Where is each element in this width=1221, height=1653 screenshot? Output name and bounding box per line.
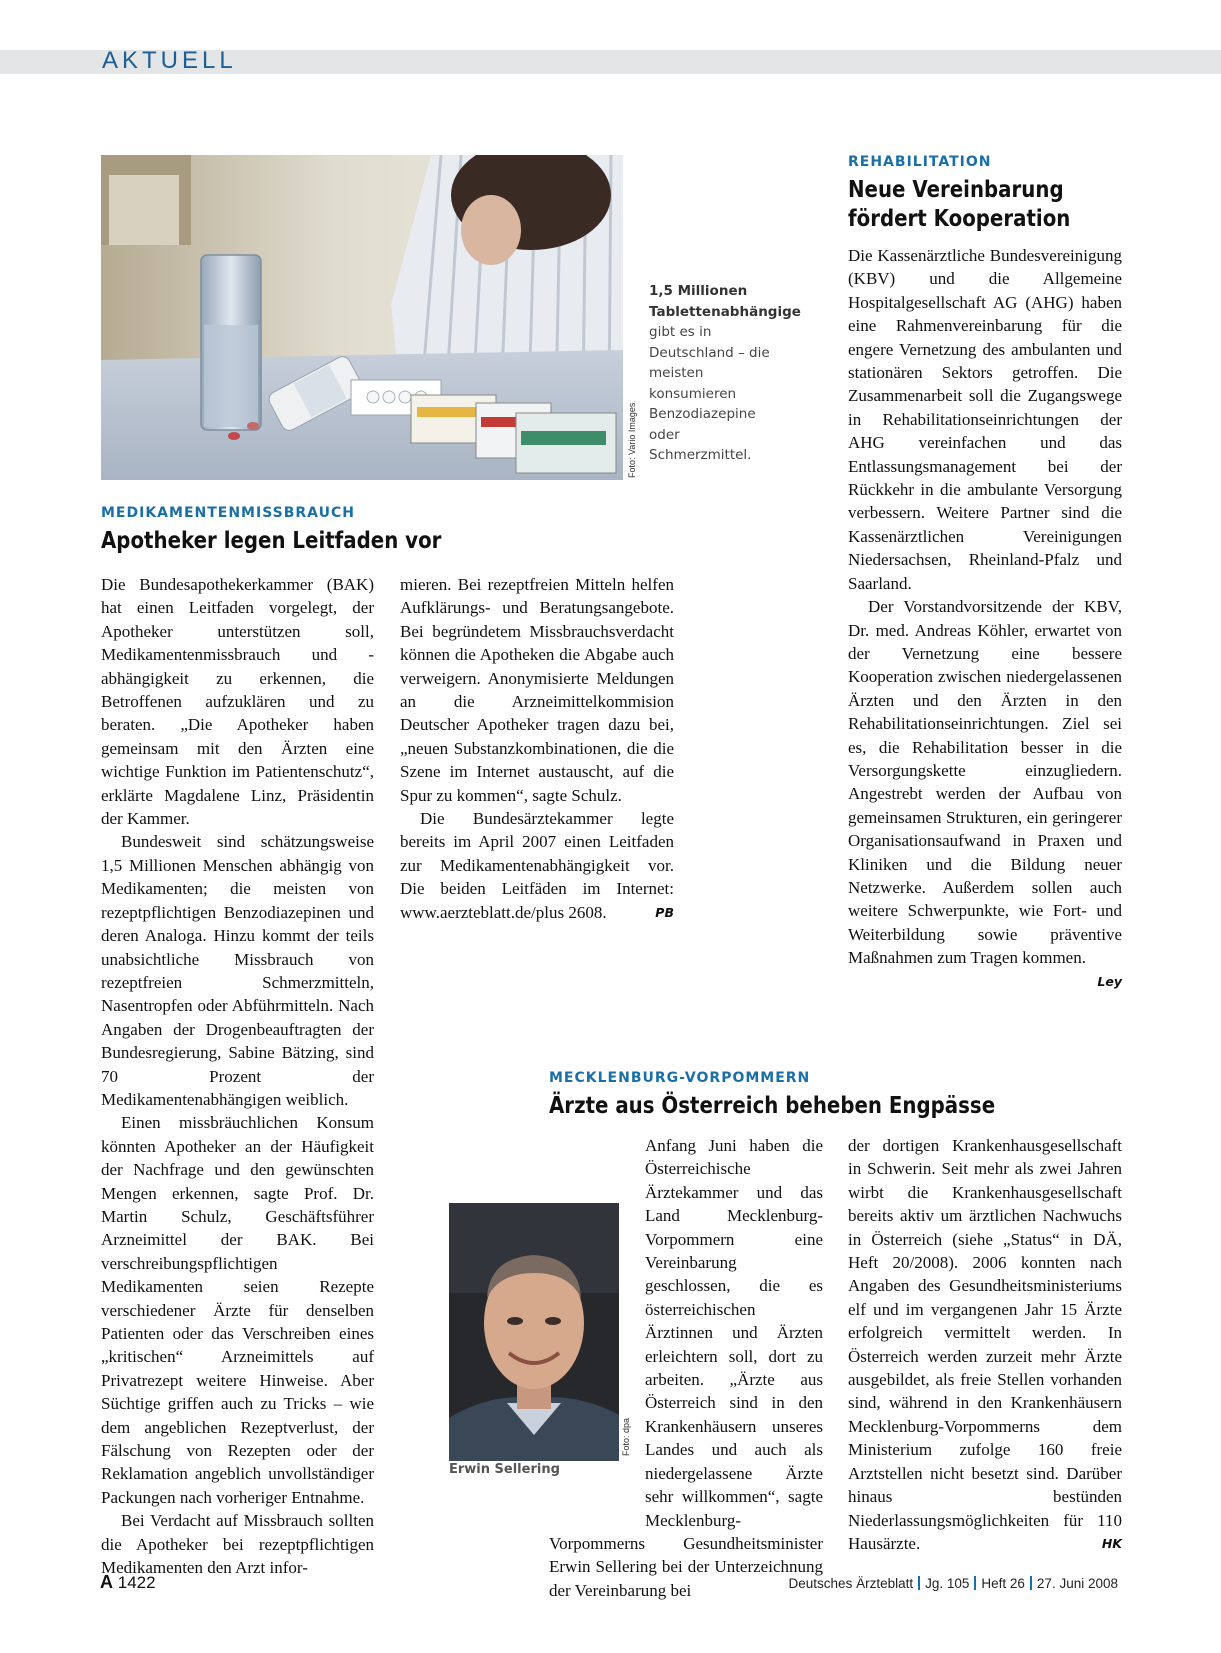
paragraph (848, 1134, 1122, 1555)
author-signature: HK (1101, 1535, 1122, 1551)
headline-line: Neue Vereinbarung (848, 177, 1064, 203)
headline-vereinbarung (848, 176, 1070, 234)
section-label: AKTUELL (102, 47, 237, 74)
article-photo-tablets (101, 155, 623, 480)
paragraph-text: Die Bundesärztekammer legte bereits im April 2007 einen Leitfaden zur Medikamentenabhängigkeit vor. Die beiden Leitfäden im Internet: www.aerzteblatt.de/plus 2608. (400, 809, 674, 922)
photo-caption (649, 281, 801, 466)
portrait-name-caption: Erwin Sellering (449, 1462, 560, 1477)
kicker-mecklenburg: MECKLENBURG-VORPOMMERN (549, 1070, 811, 1086)
kicker-rehabilitation: REHABILITATION (848, 154, 992, 170)
page-number (100, 1572, 156, 1593)
tablets-photo-illustration (101, 155, 623, 480)
photo-credit-tablets: Foto: Vario Images (627, 402, 637, 478)
article1-column2 (400, 573, 674, 924)
photo-float-spacer (549, 1181, 645, 1511)
article3-column2 (848, 1134, 1122, 1555)
author-signature: Ley (1097, 973, 1122, 989)
paragraph-text: der dortigen Krankenhausgesellschaft in Schwerin. Seit mehr als zwei Jahren wirbt die Krankenhausgesellschaft bereits aktiv um ärztlichen Nachwuchs in Österreich (siehe „Status“ in DÄ, Heft 20/2008). 2006 konnten nach Angaben des Gesundheitsministeriums elf und im vergangenen Jahr 15 Ärzte erfolgreich vermittelt werden. In Österreich werden zurzeit mehr Ärzte ausgebildet, als freie Stellen vorhanden sind, während in den Krankenhäusern Mecklenburg-Vorpommerns dem Ministerium zufolge 160 freie Arztstellen nicht besetzt sind. Darüber hinaus bestünden Niederlassungsmöglichkeiten für 110 Hausärzte. (848, 1136, 1122, 1553)
photo-credit-portrait: Foto: dpa (621, 1417, 631, 1456)
paragraph: Einen missbräuchlichen Konsum könnten Apotheker an der Häufigkeit der Nachfrage und den gewünschten Mengen erkennen, sagte Prof. Dr. Martin Schulz, Geschäftsführer Arzneimittel der BAK. Bei verschreibungspflichtigen Medikamenten seien Rezepte verschiedener Ärzte für denselben Patienten oder das Verschreiben eines „kritischen“ Arzneimittels auf Privatrezept weitere Hinweise. Aber Süchtige griffen auch zu Tricks – wie dem angeblichen Rezeptverlust, der Fälschung von Rezepten oder der Reklamation angeblich unvollständiger Packungen nach vorheriger Entnahme. (101, 1113, 374, 1507)
caption-bold: 1,5 Millionen Tablettenabhängige (649, 283, 801, 320)
headline-line: fördert Kooperation (848, 206, 1071, 232)
page-number-value: 1422 (117, 1573, 156, 1592)
headline-apotheker: Apotheker legen Leitfaden vor (101, 528, 442, 554)
paragraph: Anfang Juni haben die Österreichische Ärztekammer und das Land Mecklenburg-Vorpommern eine Vereinbarung geschlossen, die es österreichischen Ärztinnen und Ärzten erleichtern soll, dort zu arbeiten. „Ärzte aus Österreich sind in den Krankenhäusern unseres Landes und auch als niedergelassene Ärzte sehr willkommen“, sagte Mecklenburg-Vorpommerns Gesundheitsminister Erwin Sellering bei der Unterzeichnung der Vereinbarung bei (549, 1136, 823, 1600)
paragraph: mieren. Bei rezeptfreien Mitteln helfen Aufklärungs- und Beratungsangebote. Bei begründetem Missbrauchsverdacht können die Apotheken die Abgabe auch verweigern. Anonymisierte Meldungen an die Arzneimittelkommision Deutscher Apotheker tragen dazu bei, „neuen Substanzkombinationen, die die Szene im Internet austauscht, auf die Spur zu kommen“, sagte Schulz. (400, 575, 674, 805)
journal-info (789, 1576, 1118, 1591)
paragraph: Bundesweit sind schätzungsweise 1,5 Millionen Menschen abhängig von Medikamenten; die meisten von rezeptpflichtigen Benzodiazepinen und deren Analoga. Hinzu kommt der teils unabsichtliche Missbrauch von rezeptfreien Schmerzmitteln, Nasentropfen oder Abführmitteln. Nach Angaben der Drogenbeauftragten der Bundesregierung, Sabine Bätzing, sind 70 Prozent der Medikamentenabhängigen weiblich. (101, 832, 374, 1109)
journal-volume: Jg. 105 (925, 1576, 970, 1591)
paragraph (400, 807, 674, 924)
paragraph (848, 595, 1122, 989)
divider (1030, 1576, 1032, 1590)
divider (918, 1576, 920, 1590)
journal-name: Deutsches Ärzteblatt (788, 1576, 914, 1591)
page-prefix: A (100, 1572, 113, 1592)
paragraph: Die Kassenärztliche Bundesvereinigung (KBV) und die Allgemeine Hospitalgesellschaft AG (AHG) haben eine Rahmenvereinbarung für die engere Vernetzung des ambulanten und stationären Sektors getroffen. Die Zusammenarbeit soll die Zugangswege in Rehabilitationseinrichtungen der AHG vereinfachen und das Entlassungsmanagement bei der Rückkehr in die ambulante Versorgung verbessern. Weitere Partner sind die Kassenärztlichen Vereinigungen Niedersachsen, Rheinland-Pfalz und Saarland. (848, 246, 1122, 593)
paragraph: Die Bundesapothekerkammer (BAK) hat einen Leitfaden vorgelegt, der Apotheker unterstützen soll, Medikamentenmissbrauch und -abhängigkeit zu erkennen, die Betroffenen aufzuklären und zu beraten. „Die Apotheker haben gemeinsam mit den Ärzten eine wichtige Funktion im Patientenschutz“, erklärte Magdalene Linz, Präsidentin der Kammer. (101, 575, 374, 829)
kicker-medikamentenmissbrauch: MEDIKAMENTENMISSBRAUCH (101, 505, 355, 521)
journal-date: 27. Juni 2008 (1036, 1576, 1118, 1591)
paragraph-text: Der Vorstandvorsitzende der KBV, Dr. med. Andreas Köhler, erwartet von der Vernetzung eine bessere Kooperation zwischen niedergelassenen Ärzten und den Ärzten in den Rehabilitationseinrichtungen. Ziel sei es, die Rehabilitation besser in die Versorgungskette einzugliedern. Angestrebt werden der Aufbau von gemeinsamen Strukturen, ein geringerer Organisationsaufwand in Praxen und Kliniken und die Bildung neuer Netzwerke. Außerdem sollen auch weitere Schwerpunkte, wie Fort- und Weiterbildung sowie präventive Maßnahmen zum Tragen kommen. (848, 597, 1122, 968)
headline-aerzte-oesterreich: Ärzte aus Österreich beheben Engpässe (549, 1093, 996, 1119)
journal-issue: Heft 26 (981, 1576, 1025, 1591)
article3-column1 (549, 1134, 823, 1602)
article1-column1 (101, 573, 374, 1579)
paragraph: Bei Verdacht auf Missbrauch sollten die Apotheker bei rezeptpflichtigen Medikamenten den Arzt infor- (101, 1511, 374, 1578)
divider (974, 1576, 976, 1590)
author-signature: PB (655, 904, 674, 920)
article2-column (848, 244, 1122, 993)
caption-text: gibt es in Deutschland – die meisten konsumieren Benzodiazepine oder Schmerzmittel. (649, 324, 770, 463)
